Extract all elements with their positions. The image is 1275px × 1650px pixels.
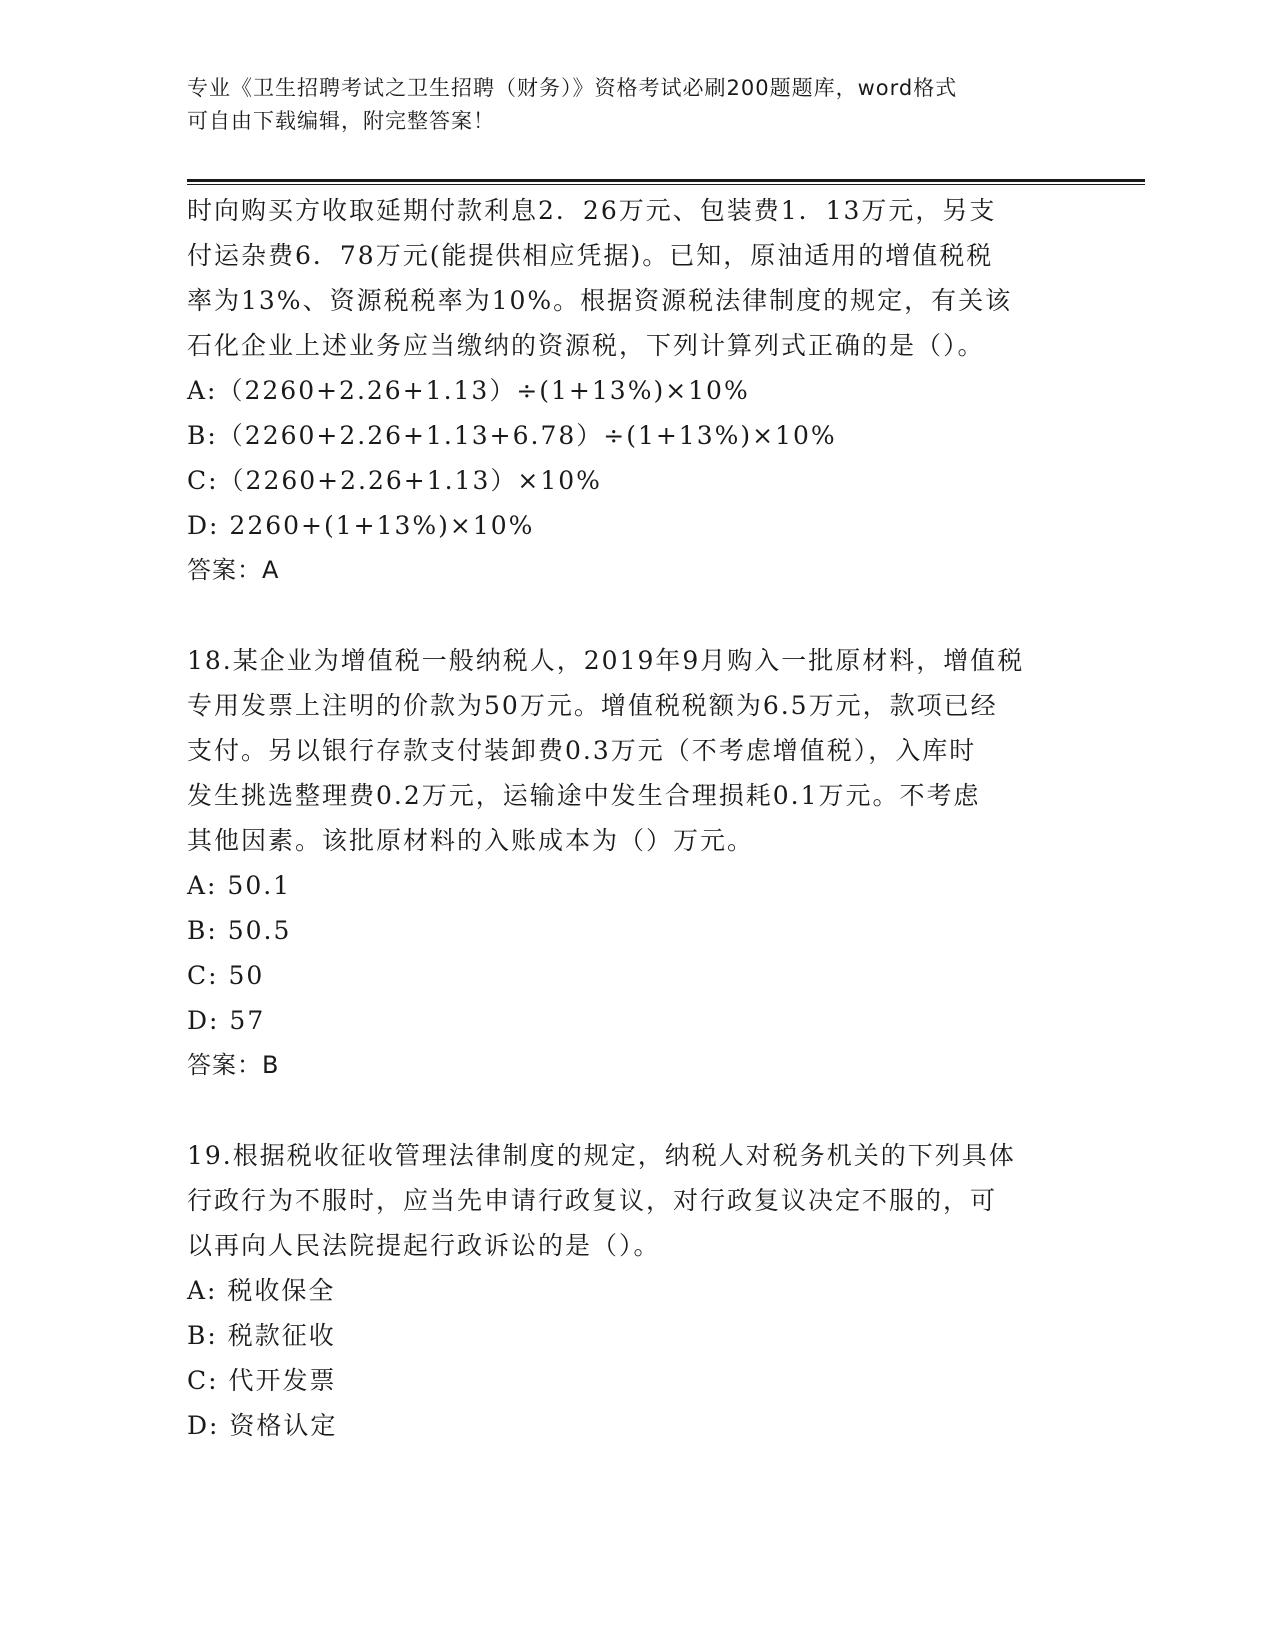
header-divider-thick (187, 179, 1145, 182)
document-header (187, 72, 1087, 138)
header-line-2: 可自由下载编辑，附完整答案！ (187, 109, 495, 133)
question-19 (187, 1133, 1087, 1448)
question-stem-line: 18.某企业为增值税一般纳税人，2019年9月购入一批原材料，增值税 (187, 646, 1025, 675)
header-line-1: 专业《卫生招聘考试之卫生招聘（财务）》资格考试必刷200题题库，word格式 (187, 76, 958, 100)
question-18 (187, 638, 1087, 1088)
answer-label: 答案：B (187, 1051, 280, 1079)
document-body (187, 188, 1087, 1448)
question-stem-line: 19.根据税收征收管理法律制度的规定，纳税人对税务机关的下列具体 (187, 1141, 1016, 1170)
question-stem-line: 以再向人民法院提起行政诉讼的是（）。 (187, 1231, 661, 1260)
option-b: B: 50.5 (187, 916, 292, 945)
question-stem-line: 率为13%、资源税税率为10%。根据资源税法律制度的规定，有关该 (187, 286, 1013, 315)
option-a: A: 税收保全 (187, 1276, 336, 1305)
spacer (187, 1088, 1087, 1133)
question-stem-line: 石化企业上述业务应当缴纳的资源税，下列计算列式正确的是（）。 (187, 331, 985, 360)
option-a: A:（2260+2.26+1.13）÷(1+13%)×10% (187, 376, 750, 405)
option-d: D: 2260+(1+13%)×10% (187, 511, 535, 540)
option-d: D: 资格认定 (187, 1411, 338, 1440)
question-stem-line: 发生挑选整理费0.2万元，运输途中发生合理损耗0.1万元。不考虑 (187, 781, 981, 810)
question-stem-line: 时向购买方收取延期付款利息2．26万元、包装费1．13万元，另支 (187, 196, 997, 225)
question-stem-line: 专用发票上注明的价款为50万元。增值税税额为6.5万元，款项已经 (187, 691, 998, 720)
option-c: C: 代开发票 (187, 1366, 337, 1395)
question-stem-line: 付运杂费6．78万元(能提供相应凭据)。已知，原油适用的增值税税 (187, 241, 994, 270)
spacer (187, 593, 1087, 638)
option-b: B:（2260+2.26+1.13+6.78）÷(1+13%)×10% (187, 421, 837, 450)
option-c: C: 50 (187, 961, 265, 990)
header-divider-thin (187, 184, 1145, 185)
option-c: C:（2260+2.26+1.13）×10% (187, 466, 602, 495)
option-d: D: 57 (187, 1006, 266, 1035)
option-b: B: 税款征收 (187, 1321, 336, 1350)
answer-label: 答案：A (187, 556, 280, 584)
option-a: A: 50.1 (187, 871, 292, 900)
question-stem-line: 其他因素。该批原材料的入账成本为（）万元。 (187, 826, 755, 855)
question-17 (187, 188, 1087, 593)
question-stem-line: 支付。另以银行存款支付装卸费0.3万元（不考虑增值税），入库时 (187, 736, 977, 765)
question-stem-line: 行政行为不服时，应当先申请行政复议，对行政复议决定不服的，可 (187, 1186, 998, 1215)
